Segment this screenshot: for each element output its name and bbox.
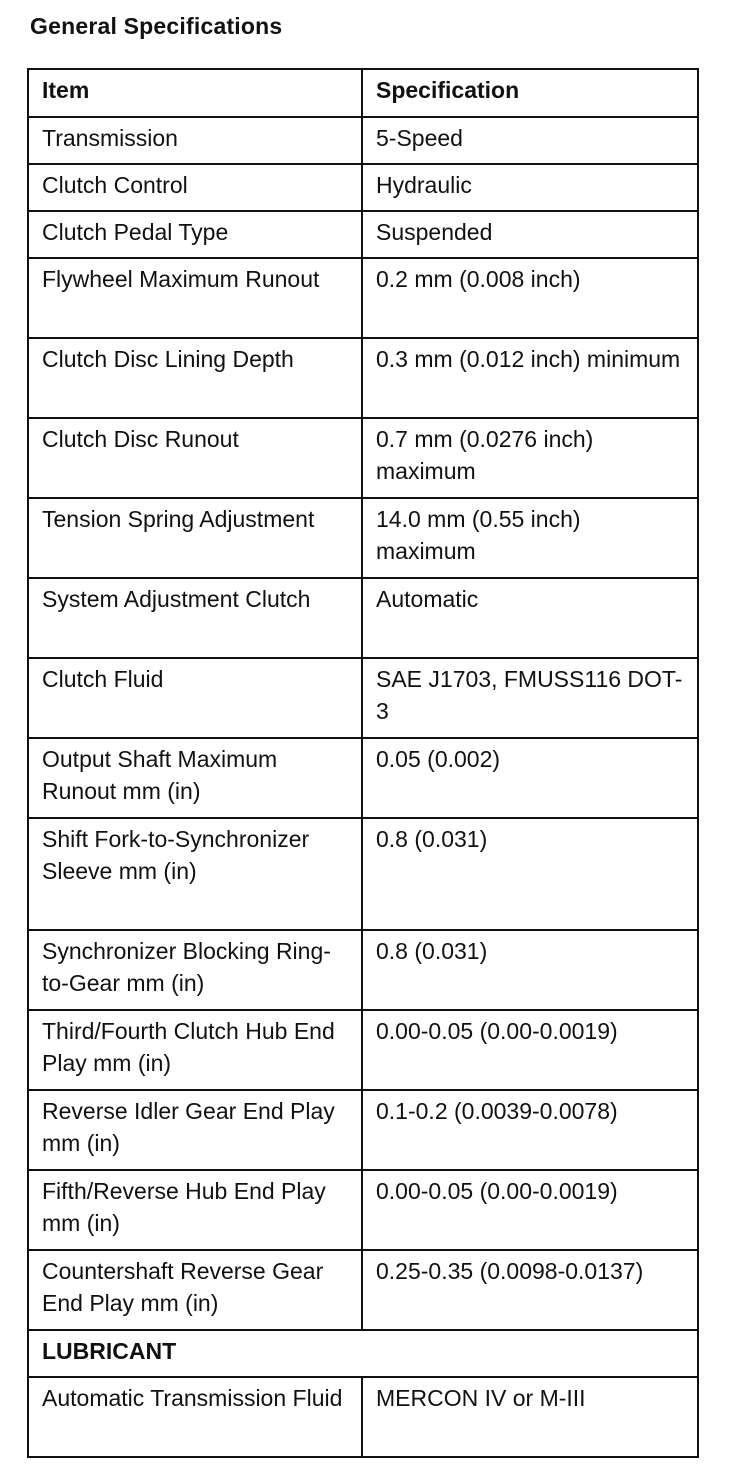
table-row xyxy=(28,1090,698,1170)
spec-cell: SAE J1703, FMUSS116 DOT-3 xyxy=(362,658,698,738)
item-cell: System Adjustment Clutch xyxy=(28,578,362,658)
table-row xyxy=(28,1170,698,1250)
spec-cell: 5-Speed xyxy=(362,117,698,164)
column-header-item: Item xyxy=(28,69,362,117)
table-row xyxy=(28,117,698,164)
spec-cell: 0.2 mm (0.008 inch) xyxy=(362,258,698,338)
item-cell: Synchronizer Blocking Ring-to-Gear mm (in) xyxy=(28,930,362,1010)
spec-cell: 0.00-0.05 (0.00-0.0019) xyxy=(362,1170,698,1250)
item-cell: Shift Fork-to-Synchronizer Sleeve mm (in) xyxy=(28,818,362,930)
spec-cell: 0.1-0.2 (0.0039-0.0078) xyxy=(362,1090,698,1170)
table-row xyxy=(28,498,698,578)
column-header-specification: Specification xyxy=(362,69,698,117)
spec-cell: Hydraulic xyxy=(362,164,698,211)
item-cell: Clutch Control xyxy=(28,164,362,211)
table-row xyxy=(28,338,698,418)
page-title: General Specifications xyxy=(30,13,283,39)
item-cell: Flywheel Maximum Runout xyxy=(28,258,362,338)
section-heading: LUBRICANT xyxy=(28,1330,698,1377)
item-cell: Clutch Pedal Type xyxy=(28,211,362,258)
spec-cell: 0.05 (0.002) xyxy=(362,738,698,818)
item-cell: Automatic Transmission Fluid xyxy=(28,1377,362,1457)
table-row xyxy=(28,578,698,658)
spec-cell: Automatic xyxy=(362,578,698,658)
spec-cell: MERCON IV or M-III xyxy=(362,1377,698,1457)
spec-cell: Suspended xyxy=(362,211,698,258)
item-cell: Third/Fourth Clutch Hub End Play mm (in) xyxy=(28,1010,362,1090)
table-row xyxy=(28,1250,698,1330)
item-cell: Reverse Idler Gear End Play mm (in) xyxy=(28,1090,362,1170)
table-row xyxy=(28,211,698,258)
section-row-lubricant xyxy=(28,1330,698,1377)
table-row xyxy=(28,930,698,1010)
spec-cell: 0.3 mm (0.012 inch) minimum xyxy=(362,338,698,418)
specifications-table xyxy=(27,68,699,1458)
item-cell: Output Shaft Maximum Runout mm (in) xyxy=(28,738,362,818)
spec-cell: 0.8 (0.031) xyxy=(362,818,698,930)
spec-cell: 0.00-0.05 (0.00-0.0019) xyxy=(362,1010,698,1090)
item-cell: Countershaft Reverse Gear End Play mm (in) xyxy=(28,1250,362,1330)
spec-cell: 14.0 mm (0.55 inch) maximum xyxy=(362,498,698,578)
item-cell: Clutch Disc Runout xyxy=(28,418,362,498)
table-row xyxy=(28,738,698,818)
item-cell: Clutch Disc Lining Depth xyxy=(28,338,362,418)
spec-cell: 0.8 (0.031) xyxy=(362,930,698,1010)
table-header-row xyxy=(28,69,698,117)
item-cell: Transmission xyxy=(28,117,362,164)
item-cell: Tension Spring Adjustment xyxy=(28,498,362,578)
table-row xyxy=(28,1010,698,1090)
table-row xyxy=(28,258,698,338)
item-cell: Fifth/Reverse Hub End Play mm (in) xyxy=(28,1170,362,1250)
table-row xyxy=(28,1377,698,1457)
spec-cell: 0.7 mm (0.0276 inch) maximum xyxy=(362,418,698,498)
item-cell: Clutch Fluid xyxy=(28,658,362,738)
table-row xyxy=(28,418,698,498)
table-row xyxy=(28,658,698,738)
table-row xyxy=(28,818,698,930)
spec-cell: 0.25-0.35 (0.0098-0.0137) xyxy=(362,1250,698,1330)
table-row xyxy=(28,164,698,211)
